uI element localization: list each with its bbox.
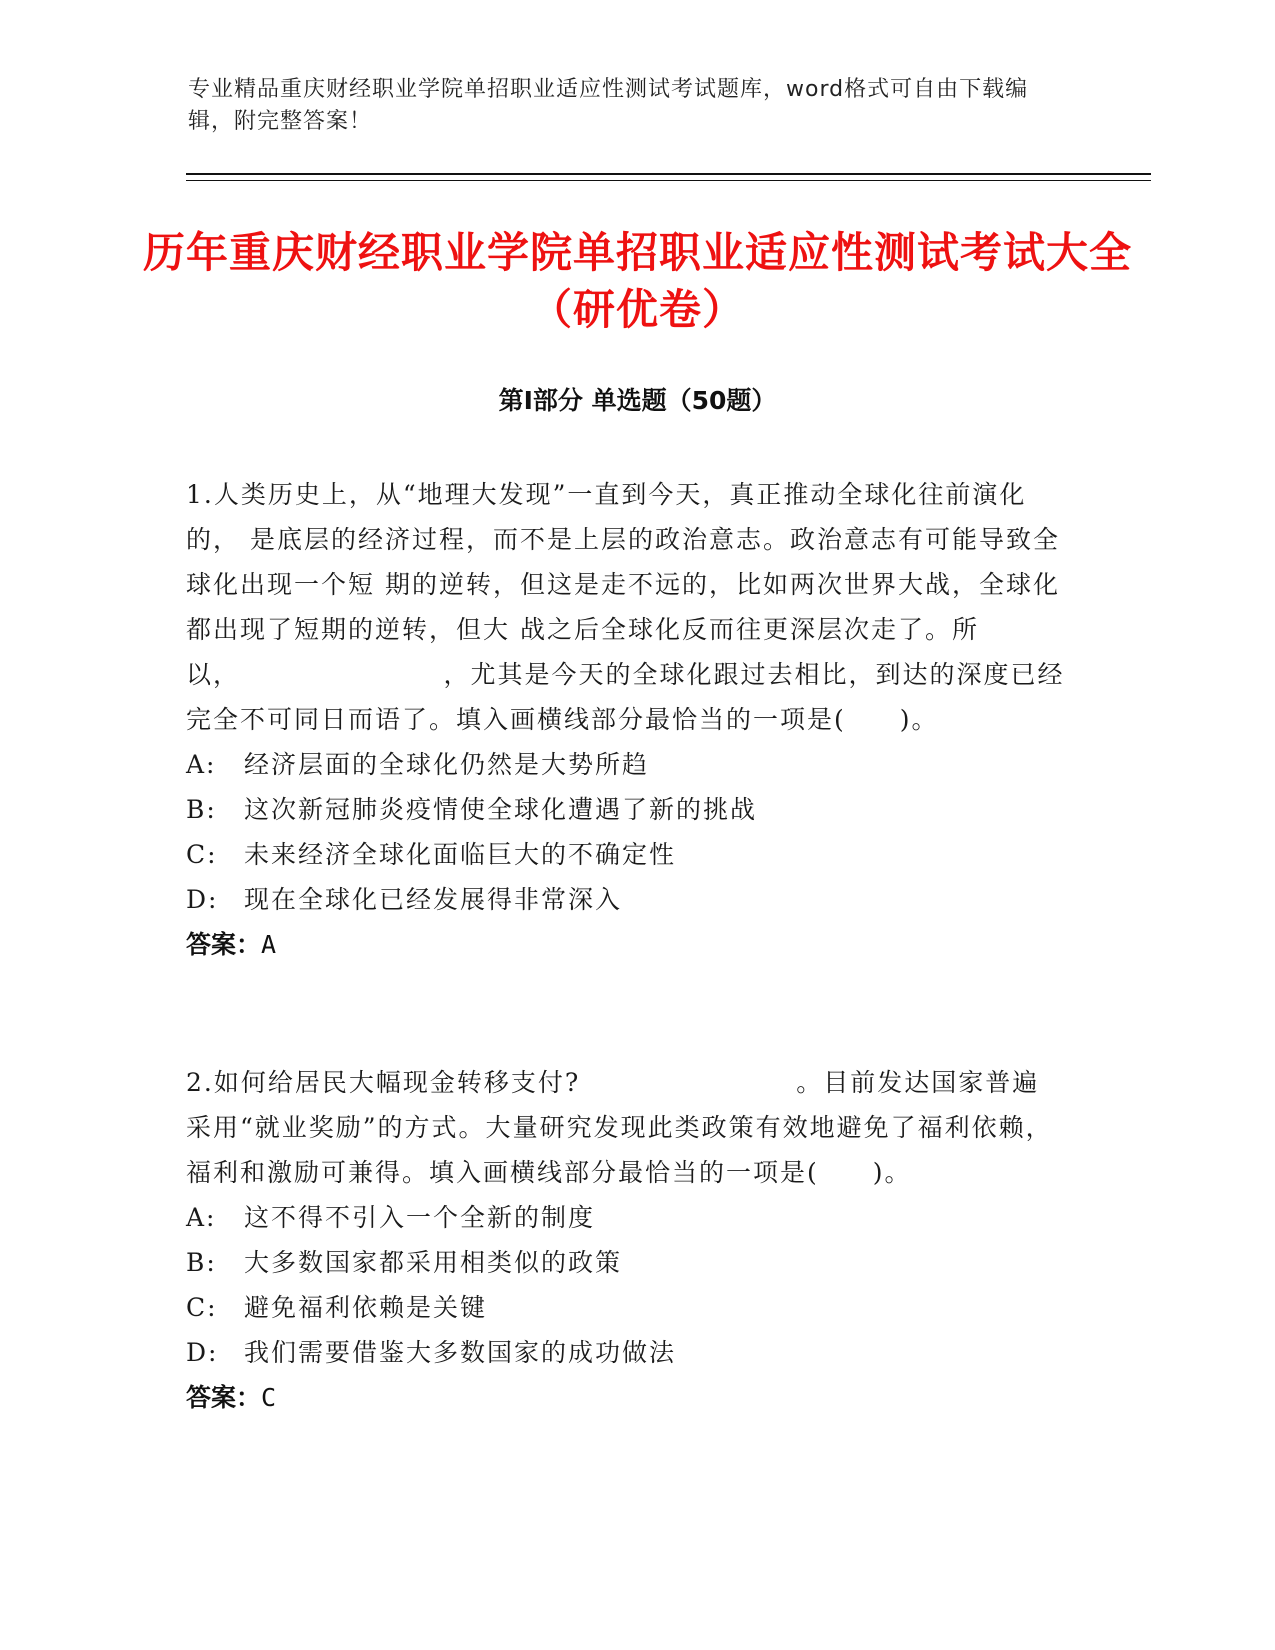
option-key: A: xyxy=(186,1203,217,1232)
option-key: B: xyxy=(186,1248,217,1277)
answer-value: C xyxy=(261,1383,277,1412)
section-heading: 第Ⅰ部分 单选题（50题） xyxy=(498,386,777,415)
option-d xyxy=(186,1330,1066,1375)
header-note: 专业精品重庆财经职业学院单招职业适应性测试考试题库，word格式可自由下载编辑，附完整答案！ xyxy=(188,77,1029,134)
option-key: D: xyxy=(186,1338,219,1367)
option-text: 经济层面的全球化仍然是大势所趋 xyxy=(244,750,650,779)
option-b xyxy=(186,1240,1066,1285)
option-key: B: xyxy=(186,795,217,824)
option-key: D: xyxy=(186,885,219,914)
option-key: C: xyxy=(186,840,218,869)
answer-value: A xyxy=(261,930,277,959)
question-stem: 2.如何给居民大幅现金转移支付? 。目前发达国家普遍采用“就业奖励”的方式。大量研究发现此类政策有效地避免了福利依赖，福利和激励可兼得。填入画横线部分最恰当的一项是( )。 xyxy=(186,1068,1053,1187)
answer-label: 答案： xyxy=(186,1383,262,1412)
header-rule-thick xyxy=(186,173,1151,175)
question-stem: 1.人类历史上，从“地理大发现”一直到今天，真正推动全球化往前演化的， 是底层的经济过程，而不是上层的政治意志。政治意志有可能导致全球化出现一个短 期的逆转，但这是走不远的，比如两次世界大战，全球化都出现了短期的逆转，但大 战之后全球化反而往更深层次走了。所以， ，尤其是今天的全球化跟过去相比，到达的深度已经完全不可同日而语了。填入画横线部分最恰当的一项是( )。 xyxy=(186,480,1065,734)
option-key: A: xyxy=(186,750,217,779)
header-rule-thin xyxy=(186,180,1151,181)
option-b xyxy=(186,787,1066,832)
document-title: 历年重庆财经职业学院单招职业适应性测试考试大全（研优卷） xyxy=(142,228,1132,334)
option-text: 未来经济全球化面临巨大的不确定性 xyxy=(244,840,677,869)
option-c xyxy=(186,1285,1066,1330)
option-text: 这不得不引入一个全新的制度 xyxy=(244,1203,596,1232)
question-2 xyxy=(186,1060,1066,1421)
question-1 xyxy=(186,472,1066,968)
option-text: 这次新冠肺炎疫情使全球化遭遇了新的挑战 xyxy=(244,795,758,824)
option-d xyxy=(186,877,1066,922)
answer-line xyxy=(186,922,1066,968)
answer-label: 答案： xyxy=(186,930,262,959)
option-key: C: xyxy=(186,1293,218,1322)
option-text: 我们需要借鉴大多数国家的成功做法 xyxy=(244,1338,677,1367)
option-a xyxy=(186,742,1066,787)
option-text: 避免福利依赖是关键 xyxy=(244,1293,488,1322)
option-a xyxy=(186,1195,1066,1240)
answer-line xyxy=(186,1375,1066,1421)
option-c xyxy=(186,832,1066,877)
option-text: 大多数国家都采用相类似的政策 xyxy=(244,1248,623,1277)
option-text: 现在全球化已经发展得非常深入 xyxy=(244,885,623,914)
